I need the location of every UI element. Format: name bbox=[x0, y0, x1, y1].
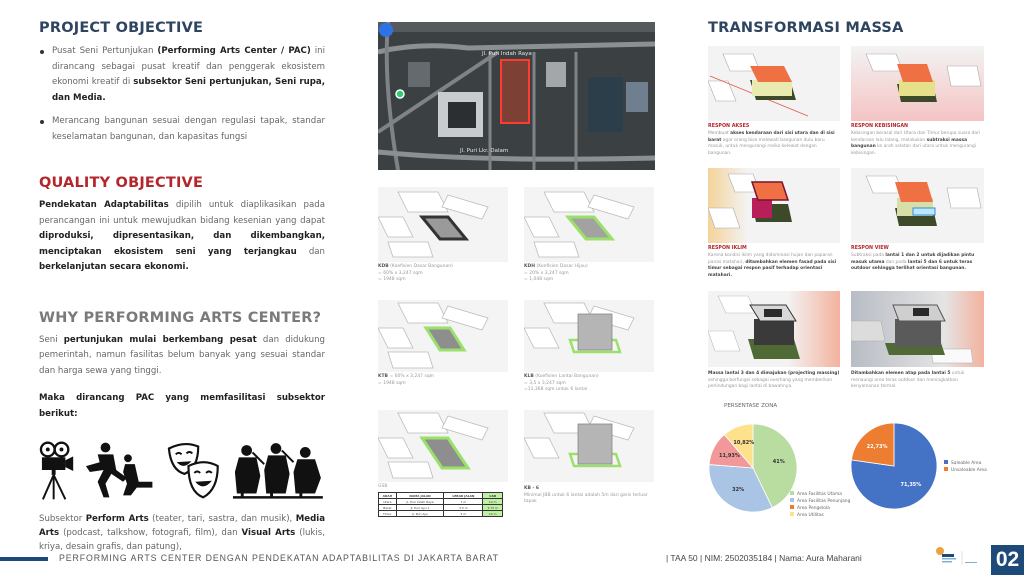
ktb-caption: KTB = 60% x 3,247 sqm = 1948 sqm bbox=[378, 374, 435, 386]
quality-objective-text: Pendekatan Adaptabilitas dipilih untuk diaplikasikan pada perancangan ini untuk mewujudkan bidang kesenian yang dapat diproduksi, dipresentasikan, dan dikembangkan, menciptakan ekosistem seni yang terjangkau dan berkelanjutan secara ekonomi. bbox=[39, 200, 325, 272]
kdb-caption: KDB (Koefisien Dasar Bangunan) = 60% x 3,247 sqm = 1948 sqm bbox=[378, 264, 453, 282]
zone-pie bbox=[708, 423, 798, 513]
gsb-header: LEBAR JALAN bbox=[444, 493, 483, 499]
respon-iklim-diagram bbox=[708, 168, 840, 243]
page-number: 02 bbox=[991, 545, 1024, 575]
kdh-diagram bbox=[524, 187, 654, 262]
gsb-table bbox=[378, 492, 503, 517]
zone-pie-chart bbox=[708, 403, 858, 533]
kb-diagram bbox=[524, 410, 654, 482]
footer-project-title: PERFORMING ARTS CENTER DENGAN PENDEKATAN ADAPTABILITAS DI JAKARTA BARAT bbox=[59, 553, 499, 563]
projecting-massing-desc: Massa lantai 3 dan 4 dimajukan (projecting massing) sehingga berfungsi sebagai overhang yang memberikan perlindungan bagi lantai di bawahnya. bbox=[708, 371, 840, 389]
roof-element-render bbox=[851, 291, 984, 367]
project-objective-bullet-2: Merancang bangunan sesuai dengan regulasi tapak, standar keselamatan bangunan, dan kapasitas fungsi bbox=[39, 114, 325, 145]
gsb-diagram bbox=[378, 410, 508, 482]
pie-label: 41% bbox=[772, 459, 785, 466]
pie-label: 10,82% bbox=[733, 440, 755, 447]
pie-label: 71,35% bbox=[900, 482, 922, 489]
kdh-caption: KDH (Koefisien Dasar Hijau) = 20% x 3,247 sqm = 1,048 sqm bbox=[524, 264, 588, 282]
why-pac-title: WHY PERFORMING ARTS CENTER? bbox=[39, 309, 322, 326]
site-map-image bbox=[378, 22, 655, 170]
respon-view-diagram bbox=[851, 168, 984, 243]
klb-caption: KLB (Koefisien Lantai Bangunan) = 3,5 x 3,247 sqm =11,368 sqm untuk 6 lantai bbox=[524, 374, 599, 392]
roof-element-desc: Ditambahkan elemen atap pada lantai 5 untuk menaungi area teras outdoor dan meningkatkan kenyamanan termal. bbox=[851, 371, 965, 389]
klb-diagram bbox=[524, 300, 654, 372]
ktb-diagram bbox=[378, 300, 508, 372]
respon-iklim-desc: Karena kondisi iklim yang didominasi hujan dan paparan panas matahari, ditambahkan elemen fasad pada sisi timur sebagai respon pasif terhadap orientasi matahari. bbox=[708, 253, 837, 278]
street-label-lkr-dalam: Jl. Puri Lkr. Dalam bbox=[460, 148, 509, 154]
binus-logo bbox=[932, 545, 982, 571]
respon-akses-title: RESPON AKSES bbox=[708, 124, 750, 129]
saleable-chart-legend: Saleable Area Unsaleable Area bbox=[944, 460, 987, 474]
respon-akses-desc: Membuat akses kendaraan dari sisi utara dan di sisi barat agar orang bisa melewati bangunan dulu baru masuk, untuk mengurangi resiko kelewat dengan bangunan. bbox=[708, 131, 835, 156]
saleable-pie-chart bbox=[850, 420, 1000, 530]
projecting-massing-render bbox=[708, 291, 840, 367]
film-camera-icon bbox=[39, 440, 74, 500]
gsb-label: GSB bbox=[378, 484, 388, 489]
respon-kebisingan-title: RESPON KEBISINGAN bbox=[851, 124, 909, 129]
pie-label: 32% bbox=[732, 486, 745, 493]
table-row: Timur Jl. Puri Ayu 5 m 10 m bbox=[379, 511, 503, 517]
subsector-description: Subsektor Perform Arts (teater, tari, sastra, dan musik), Media Arts (podcast, talkshow, fotografi, film), dan Visual Arts (lukis, kriya, desain grafis, dan patung), bbox=[39, 514, 325, 552]
respon-iklim-title: RESPON IKLIM bbox=[708, 246, 747, 251]
project-objective-title: PROJECT OBJECTIVE bbox=[39, 20, 204, 36]
pie-label: 22,73% bbox=[866, 443, 888, 450]
kdb-diagram bbox=[378, 187, 508, 262]
footer-student-info: | TAA 50 | NIM: 2502035184 | Nama: Aura Maharani bbox=[666, 553, 862, 563]
respon-view-title: RESPON VIEW bbox=[851, 246, 889, 251]
transformasi-title: TRANSFORMASI MASSA bbox=[708, 20, 904, 36]
table-row: Utara Jl. Puri Indah Raya 7 m 10 m bbox=[379, 499, 503, 505]
left-column bbox=[39, 20, 325, 554]
project-objective-list bbox=[39, 44, 325, 145]
gsb-header: NAMA JALAN bbox=[396, 493, 444, 499]
respon-kebisingan-desc: Kebisingan berasal dari Utara dan Timur berupa suara dari kendaraan lalu lalang, melakukan subtraksi massa bangunan ke arah selatan dari utara untuk mengurangi kebisingan. bbox=[851, 131, 981, 156]
why-pac-text: Seni pertunjukan mulai berkembang pesat dan didukung pemerintah, namun fasilitas belum banyak yang sesuai standar dan harga sewa yang tinggi. bbox=[39, 334, 325, 376]
respon-kebisingan-diagram bbox=[851, 46, 984, 121]
footer-accent-bar bbox=[0, 557, 48, 561]
dancers-icon bbox=[84, 442, 154, 500]
kb-caption: KB - 6 Minimal JBB untuk 6 lantai adalah 5m dari garis terluar tapak bbox=[524, 486, 648, 504]
why-pac-subsector-intro: Maka dirancang PAC yang memfasilitasi subsektor berikut: bbox=[39, 393, 325, 419]
street-label-indah-raya: Jl. Puri Indah Raya bbox=[482, 51, 532, 57]
gsb-header: GSB bbox=[483, 493, 503, 499]
project-objective-bullet-1: Pusat Seni Pertunjukan (Performing Arts Center / PAC) ini dirancang sebagai pusat kreatif dan penggerak ekosistem ekonomi kreatif di subsektor Seni pertunjukan, Seni rupa, dan Media. bbox=[39, 44, 325, 106]
respon-view-desc: Subtraksi pada lantai 1 dan 2 untuk dijadikan pintu masuk utama dan pada lantai 5 dan 6 untuk teras outdoor sehingga terlihat orientasi bangunan. bbox=[851, 253, 975, 271]
saleable-pie bbox=[850, 422, 938, 510]
table-row: Barat Jl. Puri Ayu 1 3,5 m 3,75 m bbox=[379, 505, 503, 511]
respon-akses-diagram bbox=[708, 46, 840, 121]
quality-objective-title: QUALITY OBJECTIVE bbox=[39, 175, 204, 191]
pie-label: 11,93% bbox=[719, 453, 740, 460]
zone-chart-title: PERSENTASE ZONA bbox=[724, 403, 778, 409]
zone-chart-legend: Area Fasilitas Utama Area Fasilitas Penunjang Area Pengelola Area Utilitas bbox=[790, 491, 850, 519]
subsector-icons bbox=[39, 436, 325, 500]
gsb-header: ARAH bbox=[379, 493, 397, 499]
musicians-icon bbox=[231, 442, 325, 500]
theater-masks-icon bbox=[165, 440, 222, 500]
